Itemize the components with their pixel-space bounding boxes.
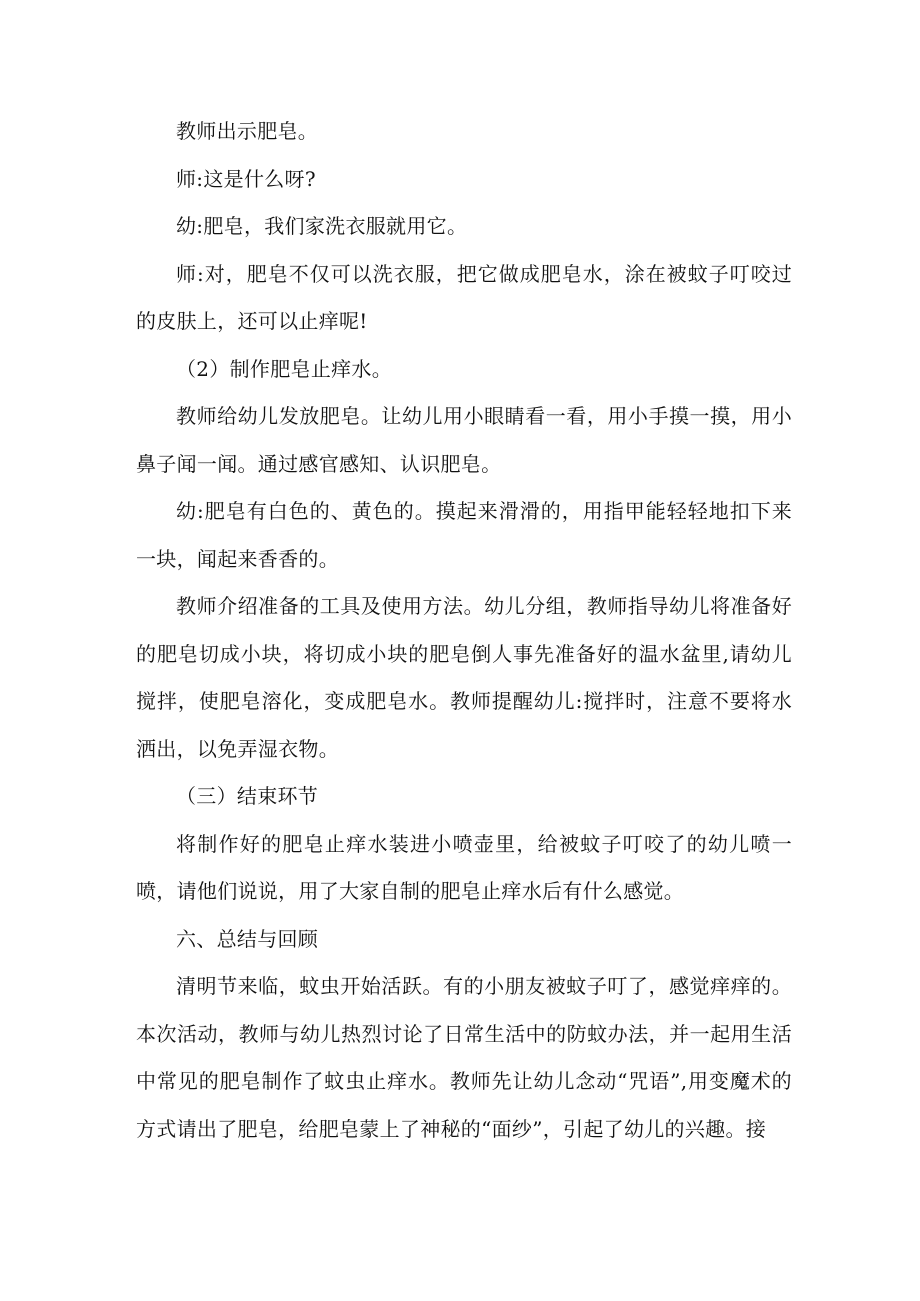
paragraph-teacher-explain: 师:对，肥皂不仅可以洗衣服，把它做成肥皂水，涂在被蚊子叮咬过的皮肤上，还可以止痒呢! (136, 261, 792, 333)
paragraph-child-answer: 幼:肥皂，我们家洗衣服就用它。 (176, 214, 468, 238)
paragraph-teacher-question: 师:这是什么呀? (176, 166, 316, 191)
heading-ending-section: （三）结束环节 (176, 784, 319, 808)
heading-summary-review: 六、总结与回顾 (176, 926, 319, 951)
heading-make-soap-water: （2）制作肥皂止痒水。 (176, 356, 393, 381)
paragraph-spray-bottle: 将制作好的肥皂止痒水装进小喷壶里，给被蚊子叮咬了的幼儿喷一喷，请他们说说，用了大家自制的肥皂止痒水后有什么感觉。 (136, 831, 792, 903)
paragraph-distribute-soap: 教师给幼儿发放肥皂。让幼儿用小眼睛看一看，用小手摸一摸，用小鼻子闻一闻。通过感官感知、认识肥皂。 (136, 404, 792, 476)
paragraph-child-describe: 幼:肥皂有白色的、黄色的。摸起来滑滑的，用指甲能轻轻地扣下来一块，闻起来香香的。 (136, 499, 792, 571)
paragraph-tools-method: 教师介绍准备的工具及使用方法。幼儿分组，教师指导幼儿将准备好的肥皂切成小块，将切成小块的肥皂倒人事先准备好的温水盆里,请幼儿搅拌，使肥皂溶化，变成肥皂水。教师提醒幼儿:搅拌时，注意不要将水洒出，以免弄湿衣物。 (136, 594, 792, 761)
paragraph-show-soap: 教师出示肥皂。 (176, 119, 319, 143)
paragraph-summary: 清明节来临，蚊虫开始活跃。有的小朋友被蚊子叮了，感觉痒痒的。本次活动，教师与幼儿热烈讨论了日常生活中的防蚊办法，并一起用生活中常见的肥皂制作了蚊虫止痒水。教师先让幼儿念动“咒语”,用变魔术的方式请出了肥皂，给肥皂蒙上了神秘的“面纱”，引起了幼儿的兴趣。接 (136, 974, 792, 1141)
